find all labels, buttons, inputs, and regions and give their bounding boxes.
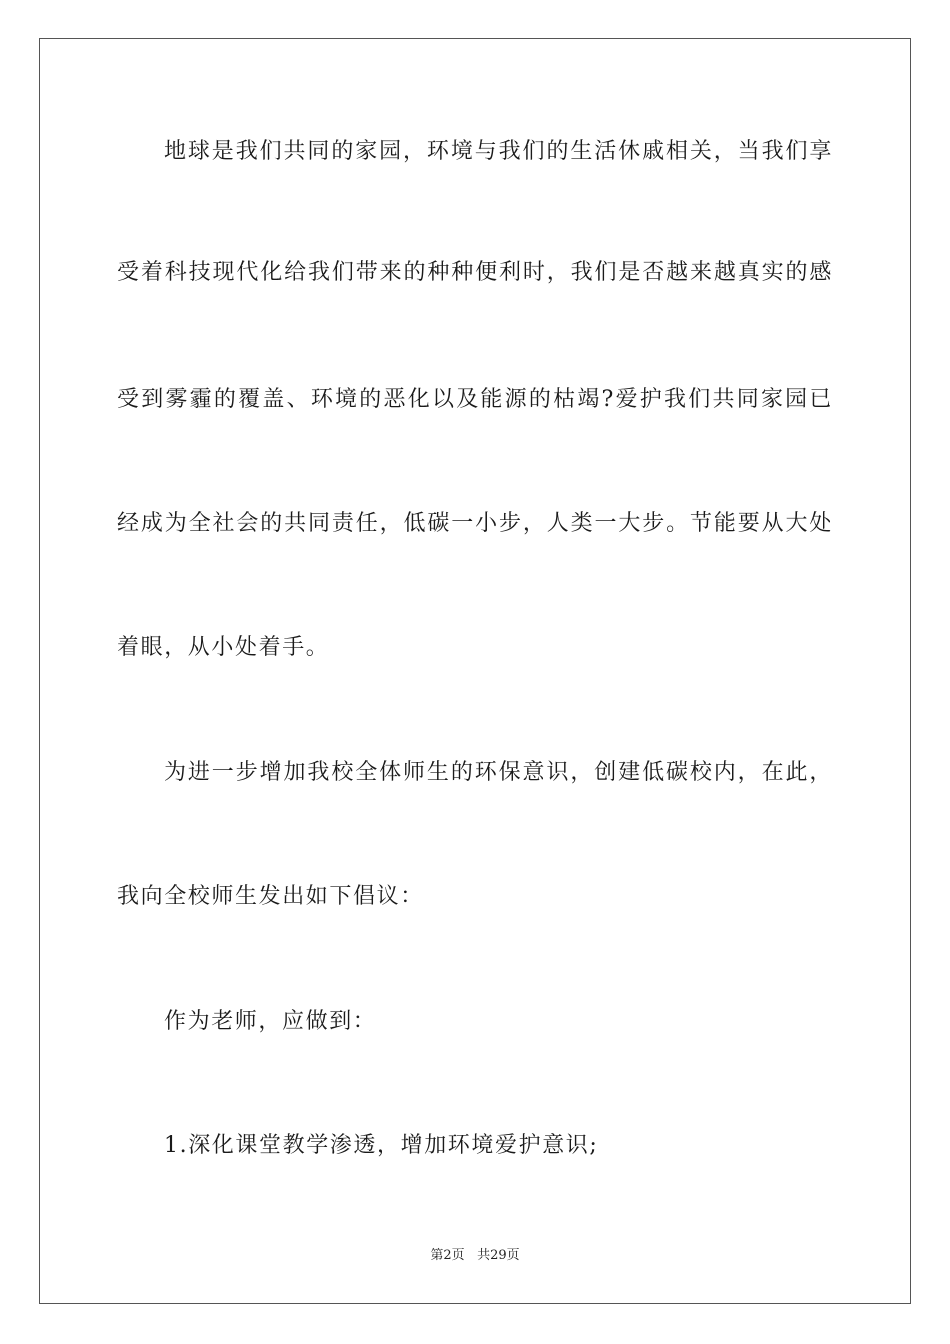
page-border bbox=[39, 38, 911, 1304]
paragraph-1-line-4: 经成为全社会的共同责任，低碳一小步，人类一大步。节能要从大处 bbox=[117, 511, 833, 536]
page-number: 第2页 bbox=[430, 1248, 465, 1263]
page-total: 共29页 bbox=[477, 1248, 520, 1263]
paragraph-1-line-5: 着眼，从小处着手。 bbox=[117, 635, 330, 660]
paragraph-1-line-2: 受着科技现代化给我们带来的种种便利时，我们是否越来越真实的感 bbox=[117, 260, 833, 285]
list-item-1: 1.深化课堂教学渗透，增加环境爱护意识; bbox=[164, 1133, 599, 1158]
teacher-heading: 作为老师，应做到： bbox=[164, 1009, 377, 1034]
page-footer bbox=[0, 1247, 950, 1265]
paragraph-1-line-3: 受到雾霾的覆盖、环境的恶化以及能源的枯竭?爱护我们共同家园已 bbox=[117, 387, 833, 412]
paragraph-2-line-2: 我向全校师生发出如下倡议： bbox=[117, 884, 424, 909]
paragraph-2-line-1: 为进一步增加我校全体师生的环保意识，创建低碳校内，在此， bbox=[164, 760, 833, 785]
paragraph-1-line-1: 地球是我们共同的家园，环境与我们的生活休戚相关，当我们享 bbox=[164, 139, 833, 164]
